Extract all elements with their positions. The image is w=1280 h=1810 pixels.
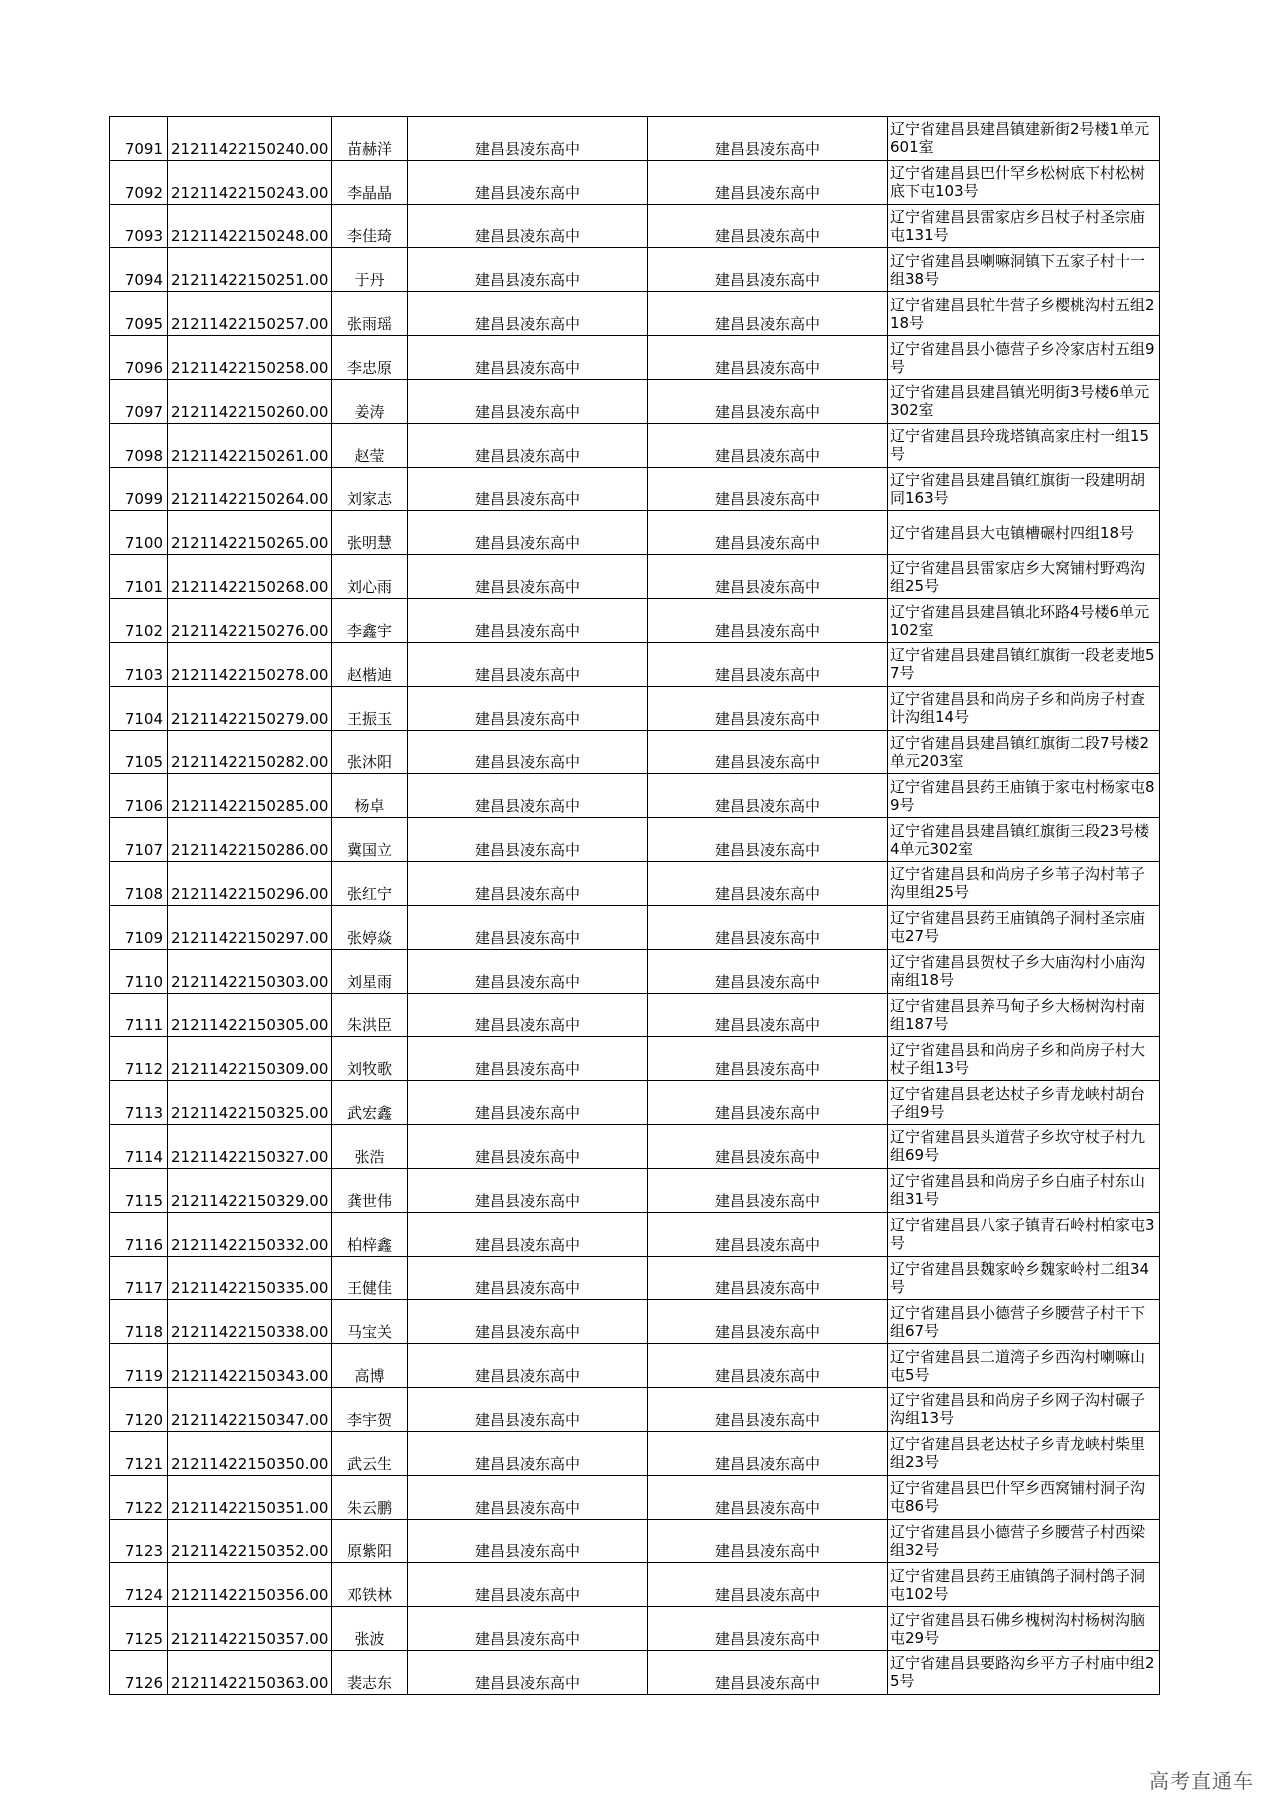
student-name-cell: 张红宁 <box>332 862 408 906</box>
exam-id-cell: 21211422150261.00 <box>168 423 332 467</box>
table-row <box>110 1300 1160 1344</box>
graduation-school-cell: 建昌县凌东高中 <box>648 423 888 467</box>
graduation-school-cell: 建昌县凌东高中 <box>648 160 888 204</box>
school-cell: 建昌县凌东高中 <box>408 993 648 1037</box>
address-cell: 辽宁省建昌县和尚房子乡和尚房子村大杖子组13号 <box>888 1037 1160 1081</box>
graduation-school-cell: 建昌县凌东高中 <box>648 599 888 643</box>
exam-id-cell: 21211422150285.00 <box>168 774 332 818</box>
exam-id-cell: 21211422150347.00 <box>168 1388 332 1432</box>
table-row <box>110 1168 1160 1212</box>
student-name-cell: 武宏鑫 <box>332 1081 408 1125</box>
student-name-cell: 姜涛 <box>332 379 408 423</box>
table-row <box>110 993 1160 1037</box>
row-number-cell: 7091 <box>110 117 168 161</box>
table-row <box>110 949 1160 993</box>
row-number-cell: 7100 <box>110 511 168 555</box>
watermark-text: 高考直通车 <box>1149 1769 1254 1793</box>
graduation-school-cell: 建昌县凌东高中 <box>648 117 888 161</box>
table-row <box>110 1519 1160 1563</box>
table-row <box>110 204 1160 248</box>
address-cell: 辽宁省建昌县建昌镇北环路4号楼6单元102室 <box>888 599 1160 643</box>
table-row <box>110 599 1160 643</box>
student-name-cell: 王健佳 <box>332 1256 408 1300</box>
graduation-school-cell: 建昌县凌东高中 <box>648 379 888 423</box>
school-cell: 建昌县凌东高中 <box>408 818 648 862</box>
school-cell: 建昌县凌东高中 <box>408 160 648 204</box>
school-cell: 建昌县凌东高中 <box>408 862 648 906</box>
table-row <box>110 1125 1160 1169</box>
exam-id-cell: 21211422150329.00 <box>168 1168 332 1212</box>
school-cell: 建昌县凌东高中 <box>408 336 648 380</box>
graduation-school-cell: 建昌县凌东高中 <box>648 905 888 949</box>
student-name-cell: 苗赫洋 <box>332 117 408 161</box>
address-cell: 辽宁省建昌县和尚房子乡网子沟村碾子沟组13号 <box>888 1388 1160 1432</box>
exam-id-cell: 21211422150303.00 <box>168 949 332 993</box>
table-row <box>110 423 1160 467</box>
student-name-cell: 张明慧 <box>332 511 408 555</box>
graduation-school-cell: 建昌县凌东高中 <box>648 1212 888 1256</box>
row-number-cell: 7106 <box>110 774 168 818</box>
student-name-cell: 于丹 <box>332 248 408 292</box>
row-number-cell: 7103 <box>110 642 168 686</box>
graduation-school-cell: 建昌县凌东高中 <box>648 949 888 993</box>
row-number-cell: 7097 <box>110 379 168 423</box>
exam-id-cell: 21211422150297.00 <box>168 905 332 949</box>
student-name-cell: 刘家志 <box>332 467 408 511</box>
school-cell: 建昌县凌东高中 <box>408 1650 648 1694</box>
student-table <box>109 116 1160 1695</box>
school-cell: 建昌县凌东高中 <box>408 1212 648 1256</box>
address-cell: 辽宁省建昌县药王庙镇鸽子洞村圣宗庙屯27号 <box>888 905 1160 949</box>
school-cell: 建昌县凌东高中 <box>408 1475 648 1519</box>
student-name-cell: 李佳琦 <box>332 204 408 248</box>
address-cell: 辽宁省建昌县雷家店乡大窝铺村野鸡沟组25号 <box>888 555 1160 599</box>
school-cell: 建昌县凌东高中 <box>408 555 648 599</box>
exam-id-cell: 21211422150363.00 <box>168 1650 332 1694</box>
exam-id-cell: 21211422150343.00 <box>168 1344 332 1388</box>
student-name-cell: 邓铁林 <box>332 1563 408 1607</box>
graduation-school-cell: 建昌县凌东高中 <box>648 1563 888 1607</box>
student-name-cell: 朱洪臣 <box>332 993 408 1037</box>
table-row <box>110 1037 1160 1081</box>
exam-id-cell: 21211422150351.00 <box>168 1475 332 1519</box>
table-row <box>110 818 1160 862</box>
school-cell: 建昌县凌东高中 <box>408 379 648 423</box>
address-cell: 辽宁省建昌县小德营子乡腰营子村干下组67号 <box>888 1300 1160 1344</box>
row-number-cell: 7101 <box>110 555 168 599</box>
exam-id-cell: 21211422150282.00 <box>168 730 332 774</box>
exam-id-cell: 21211422150327.00 <box>168 1125 332 1169</box>
row-number-cell: 7114 <box>110 1125 168 1169</box>
table-row <box>110 336 1160 380</box>
address-cell: 辽宁省建昌县八家子镇青石岭村柏家屯3号 <box>888 1212 1160 1256</box>
table-row <box>110 511 1160 555</box>
student-name-cell: 杨卓 <box>332 774 408 818</box>
row-number-cell: 7098 <box>110 423 168 467</box>
graduation-school-cell: 建昌县凌东高中 <box>648 818 888 862</box>
row-number-cell: 7116 <box>110 1212 168 1256</box>
exam-id-cell: 21211422150251.00 <box>168 248 332 292</box>
row-number-cell: 7111 <box>110 993 168 1037</box>
graduation-school-cell: 建昌县凌东高中 <box>648 774 888 818</box>
student-name-cell: 裴志东 <box>332 1650 408 1694</box>
graduation-school-cell: 建昌县凌东高中 <box>648 1607 888 1651</box>
student-name-cell: 马宝关 <box>332 1300 408 1344</box>
school-cell: 建昌县凌东高中 <box>408 730 648 774</box>
row-number-cell: 7119 <box>110 1344 168 1388</box>
graduation-school-cell: 建昌县凌东高中 <box>648 511 888 555</box>
school-cell: 建昌县凌东高中 <box>408 1125 648 1169</box>
graduation-school-cell: 建昌县凌东高中 <box>648 862 888 906</box>
school-cell: 建昌县凌东高中 <box>408 1081 648 1125</box>
table-row <box>110 1212 1160 1256</box>
student-name-cell: 张雨瑶 <box>332 292 408 336</box>
exam-id-cell: 21211422150248.00 <box>168 204 332 248</box>
address-cell: 辽宁省建昌县建昌镇红旗街一段老麦地57号 <box>888 642 1160 686</box>
table-row <box>110 1344 1160 1388</box>
school-cell: 建昌县凌东高中 <box>408 1037 648 1081</box>
exam-id-cell: 21211422150352.00 <box>168 1519 332 1563</box>
graduation-school-cell: 建昌县凌东高中 <box>648 204 888 248</box>
table-row <box>110 1650 1160 1694</box>
row-number-cell: 7094 <box>110 248 168 292</box>
school-cell: 建昌县凌东高中 <box>408 117 648 161</box>
table-row <box>110 555 1160 599</box>
row-number-cell: 7112 <box>110 1037 168 1081</box>
graduation-school-cell: 建昌县凌东高中 <box>648 993 888 1037</box>
student-name-cell: 李宇贺 <box>332 1388 408 1432</box>
address-cell: 辽宁省建昌县巴什罕乡松树底下村松树底下屯103号 <box>888 160 1160 204</box>
school-cell: 建昌县凌东高中 <box>408 248 648 292</box>
address-cell: 辽宁省建昌县建昌镇建新街2号楼1单元601室 <box>888 117 1160 161</box>
exam-id-cell: 21211422150243.00 <box>168 160 332 204</box>
graduation-school-cell: 建昌县凌东高中 <box>648 1344 888 1388</box>
school-cell: 建昌县凌东高中 <box>408 686 648 730</box>
student-name-cell: 张波 <box>332 1607 408 1651</box>
school-cell: 建昌县凌东高中 <box>408 1607 648 1651</box>
address-cell: 辽宁省建昌县牤牛营子乡樱桃沟村五组218号 <box>888 292 1160 336</box>
graduation-school-cell: 建昌县凌东高中 <box>648 1475 888 1519</box>
school-cell: 建昌县凌东高中 <box>408 204 648 248</box>
student-name-cell: 刘星雨 <box>332 949 408 993</box>
row-number-cell: 7096 <box>110 336 168 380</box>
student-name-cell: 李忠原 <box>332 336 408 380</box>
school-cell: 建昌县凌东高中 <box>408 599 648 643</box>
table-row <box>110 1431 1160 1475</box>
row-number-cell: 7102 <box>110 599 168 643</box>
exam-id-cell: 21211422150260.00 <box>168 379 332 423</box>
row-number-cell: 7095 <box>110 292 168 336</box>
school-cell: 建昌县凌东高中 <box>408 467 648 511</box>
address-cell: 辽宁省建昌县喇嘛洞镇下五家子村十一组38号 <box>888 248 1160 292</box>
table-row <box>110 467 1160 511</box>
student-name-cell: 王振玉 <box>332 686 408 730</box>
graduation-school-cell: 建昌县凌东高中 <box>648 1168 888 1212</box>
table-row <box>110 379 1160 423</box>
address-cell: 辽宁省建昌县和尚房子乡苇子沟村苇子沟里组25号 <box>888 862 1160 906</box>
row-number-cell: 7107 <box>110 818 168 862</box>
table-row <box>110 905 1160 949</box>
exam-id-cell: 21211422150350.00 <box>168 1431 332 1475</box>
graduation-school-cell: 建昌县凌东高中 <box>648 1388 888 1432</box>
exam-id-cell: 21211422150296.00 <box>168 862 332 906</box>
address-cell: 辽宁省建昌县建昌镇红旗街二段7号楼2单元203室 <box>888 730 1160 774</box>
student-name-cell: 武云生 <box>332 1431 408 1475</box>
school-cell: 建昌县凌东高中 <box>408 1431 648 1475</box>
table-row <box>110 117 1160 161</box>
address-cell: 辽宁省建昌县雷家店乡吕杖子村圣宗庙屯131号 <box>888 204 1160 248</box>
school-cell: 建昌县凌东高中 <box>408 1519 648 1563</box>
student-name-cell: 刘牧歌 <box>332 1037 408 1081</box>
graduation-school-cell: 建昌县凌东高中 <box>648 730 888 774</box>
address-cell: 辽宁省建昌县头道营子乡坎守杖子村九组69号 <box>888 1125 1160 1169</box>
row-number-cell: 7121 <box>110 1431 168 1475</box>
school-cell: 建昌县凌东高中 <box>408 292 648 336</box>
table-row <box>110 774 1160 818</box>
exam-id-cell: 21211422150276.00 <box>168 599 332 643</box>
address-cell: 辽宁省建昌县建昌镇光明街3号楼6单元302室 <box>888 379 1160 423</box>
row-number-cell: 7099 <box>110 467 168 511</box>
exam-id-cell: 21211422150264.00 <box>168 467 332 511</box>
student-name-cell: 张婷焱 <box>332 905 408 949</box>
graduation-school-cell: 建昌县凌东高中 <box>648 1300 888 1344</box>
row-number-cell: 7125 <box>110 1607 168 1651</box>
table-row <box>110 1388 1160 1432</box>
school-cell: 建昌县凌东高中 <box>408 774 648 818</box>
table-row <box>110 248 1160 292</box>
graduation-school-cell: 建昌县凌东高中 <box>648 642 888 686</box>
address-cell: 辽宁省建昌县小德营子乡腰营子村西梁组32号 <box>888 1519 1160 1563</box>
table-row <box>110 862 1160 906</box>
row-number-cell: 7117 <box>110 1256 168 1300</box>
graduation-school-cell: 建昌县凌东高中 <box>648 292 888 336</box>
school-cell: 建昌县凌东高中 <box>408 949 648 993</box>
exam-id-cell: 21211422150278.00 <box>168 642 332 686</box>
school-cell: 建昌县凌东高中 <box>408 1388 648 1432</box>
address-cell: 辽宁省建昌县药王庙镇鸽子洞村鸽子洞屯102号 <box>888 1563 1160 1607</box>
exam-id-cell: 21211422150257.00 <box>168 292 332 336</box>
student-name-cell: 原紫阳 <box>332 1519 408 1563</box>
student-name-cell: 高博 <box>332 1344 408 1388</box>
school-cell: 建昌县凌东高中 <box>408 1300 648 1344</box>
student-name-cell: 龚世伟 <box>332 1168 408 1212</box>
address-cell: 辽宁省建昌县要路沟乡平方子村庙中组25号 <box>888 1650 1160 1694</box>
graduation-school-cell: 建昌县凌东高中 <box>648 1125 888 1169</box>
exam-id-cell: 21211422150338.00 <box>168 1300 332 1344</box>
address-cell: 辽宁省建昌县二道湾子乡西沟村喇嘛山屯5号 <box>888 1344 1160 1388</box>
school-cell: 建昌县凌东高中 <box>408 511 648 555</box>
graduation-school-cell: 建昌县凌东高中 <box>648 1519 888 1563</box>
address-cell: 辽宁省建昌县养马甸子乡大杨树沟村南组187号 <box>888 993 1160 1037</box>
address-cell: 辽宁省建昌县玲珑塔镇高家庄村一组15号 <box>888 423 1160 467</box>
row-number-cell: 7109 <box>110 905 168 949</box>
exam-id-cell: 21211422150286.00 <box>168 818 332 862</box>
table-row <box>110 1475 1160 1519</box>
row-number-cell: 7124 <box>110 1563 168 1607</box>
table-row <box>110 1563 1160 1607</box>
table-row <box>110 1256 1160 1300</box>
graduation-school-cell: 建昌县凌东高中 <box>648 1650 888 1694</box>
row-number-cell: 7120 <box>110 1388 168 1432</box>
student-name-cell: 赵莹 <box>332 423 408 467</box>
address-cell: 辽宁省建昌县老达杖子乡青龙峡村柴里组23号 <box>888 1431 1160 1475</box>
student-name-cell: 张浩 <box>332 1125 408 1169</box>
row-number-cell: 7123 <box>110 1519 168 1563</box>
address-cell: 辽宁省建昌县建昌镇红旗街三段23号楼4单元302室 <box>888 818 1160 862</box>
table-body <box>110 117 1160 1695</box>
table-row <box>110 686 1160 730</box>
row-number-cell: 7126 <box>110 1650 168 1694</box>
exam-id-cell: 21211422150357.00 <box>168 1607 332 1651</box>
row-number-cell: 7108 <box>110 862 168 906</box>
address-cell: 辽宁省建昌县魏家岭乡魏家岭村二组34号 <box>888 1256 1160 1300</box>
school-cell: 建昌县凌东高中 <box>408 905 648 949</box>
graduation-school-cell: 建昌县凌东高中 <box>648 555 888 599</box>
exam-id-cell: 21211422150356.00 <box>168 1563 332 1607</box>
row-number-cell: 7115 <box>110 1168 168 1212</box>
table-row <box>110 1607 1160 1651</box>
address-cell: 辽宁省建昌县建昌镇红旗街一段建明胡同163号 <box>888 467 1160 511</box>
graduation-school-cell: 建昌县凌东高中 <box>648 248 888 292</box>
student-name-cell: 刘心雨 <box>332 555 408 599</box>
address-cell: 辽宁省建昌县和尚房子乡和尚房子村查计沟组14号 <box>888 686 1160 730</box>
student-name-cell: 朱云鹏 <box>332 1475 408 1519</box>
table-row <box>110 160 1160 204</box>
exam-id-cell: 21211422150309.00 <box>168 1037 332 1081</box>
row-number-cell: 7093 <box>110 204 168 248</box>
row-number-cell: 7105 <box>110 730 168 774</box>
address-cell: 辽宁省建昌县老达杖子乡青龙峡村胡台子组9号 <box>888 1081 1160 1125</box>
student-name-cell: 李鑫宇 <box>332 599 408 643</box>
student-name-cell: 赵楷迪 <box>332 642 408 686</box>
table-row <box>110 292 1160 336</box>
school-cell: 建昌县凌东高中 <box>408 1168 648 1212</box>
student-name-cell: 冀国立 <box>332 818 408 862</box>
graduation-school-cell: 建昌县凌东高中 <box>648 336 888 380</box>
row-number-cell: 7104 <box>110 686 168 730</box>
graduation-school-cell: 建昌县凌东高中 <box>648 1256 888 1300</box>
graduation-school-cell: 建昌县凌东高中 <box>648 1037 888 1081</box>
address-cell: 辽宁省建昌县巴什罕乡西窝铺村洞子沟屯86号 <box>888 1475 1160 1519</box>
exam-id-cell: 21211422150279.00 <box>168 686 332 730</box>
row-number-cell: 7092 <box>110 160 168 204</box>
table-row <box>110 730 1160 774</box>
student-name-cell: 李晶晶 <box>332 160 408 204</box>
graduation-school-cell: 建昌县凌东高中 <box>648 1081 888 1125</box>
graduation-school-cell: 建昌县凌东高中 <box>648 686 888 730</box>
address-cell: 辽宁省建昌县贺杖子乡大庙沟村小庙沟南组18号 <box>888 949 1160 993</box>
student-name-cell: 张沐阳 <box>332 730 408 774</box>
school-cell: 建昌县凌东高中 <box>408 642 648 686</box>
school-cell: 建昌县凌东高中 <box>408 1256 648 1300</box>
school-cell: 建昌县凌东高中 <box>408 1344 648 1388</box>
address-cell: 辽宁省建昌县石佛乡槐树沟村杨树沟脑屯29号 <box>888 1607 1160 1651</box>
exam-id-cell: 21211422150265.00 <box>168 511 332 555</box>
address-cell: 辽宁省建昌县小德营子乡冷家店村五组9号 <box>888 336 1160 380</box>
row-number-cell: 7110 <box>110 949 168 993</box>
student-name-cell: 柏梓鑫 <box>332 1212 408 1256</box>
table-row <box>110 1081 1160 1125</box>
address-cell: 辽宁省建昌县大屯镇槽碾村四组18号 <box>888 511 1160 555</box>
graduation-school-cell: 建昌县凌东高中 <box>648 467 888 511</box>
row-number-cell: 7118 <box>110 1300 168 1344</box>
address-cell: 辽宁省建昌县和尚房子乡白庙子村东山组31号 <box>888 1168 1160 1212</box>
school-cell: 建昌县凌东高中 <box>408 1563 648 1607</box>
exam-id-cell: 21211422150268.00 <box>168 555 332 599</box>
row-number-cell: 7113 <box>110 1081 168 1125</box>
row-number-cell: 7122 <box>110 1475 168 1519</box>
exam-id-cell: 21211422150335.00 <box>168 1256 332 1300</box>
exam-id-cell: 21211422150258.00 <box>168 336 332 380</box>
school-cell: 建昌县凌东高中 <box>408 423 648 467</box>
graduation-school-cell: 建昌县凌东高中 <box>648 1431 888 1475</box>
exam-id-cell: 21211422150332.00 <box>168 1212 332 1256</box>
exam-id-cell: 21211422150240.00 <box>168 117 332 161</box>
address-cell: 辽宁省建昌县药王庙镇于家屯村杨家屯89号 <box>888 774 1160 818</box>
exam-id-cell: 21211422150305.00 <box>168 993 332 1037</box>
exam-id-cell: 21211422150325.00 <box>168 1081 332 1125</box>
table-row <box>110 642 1160 686</box>
